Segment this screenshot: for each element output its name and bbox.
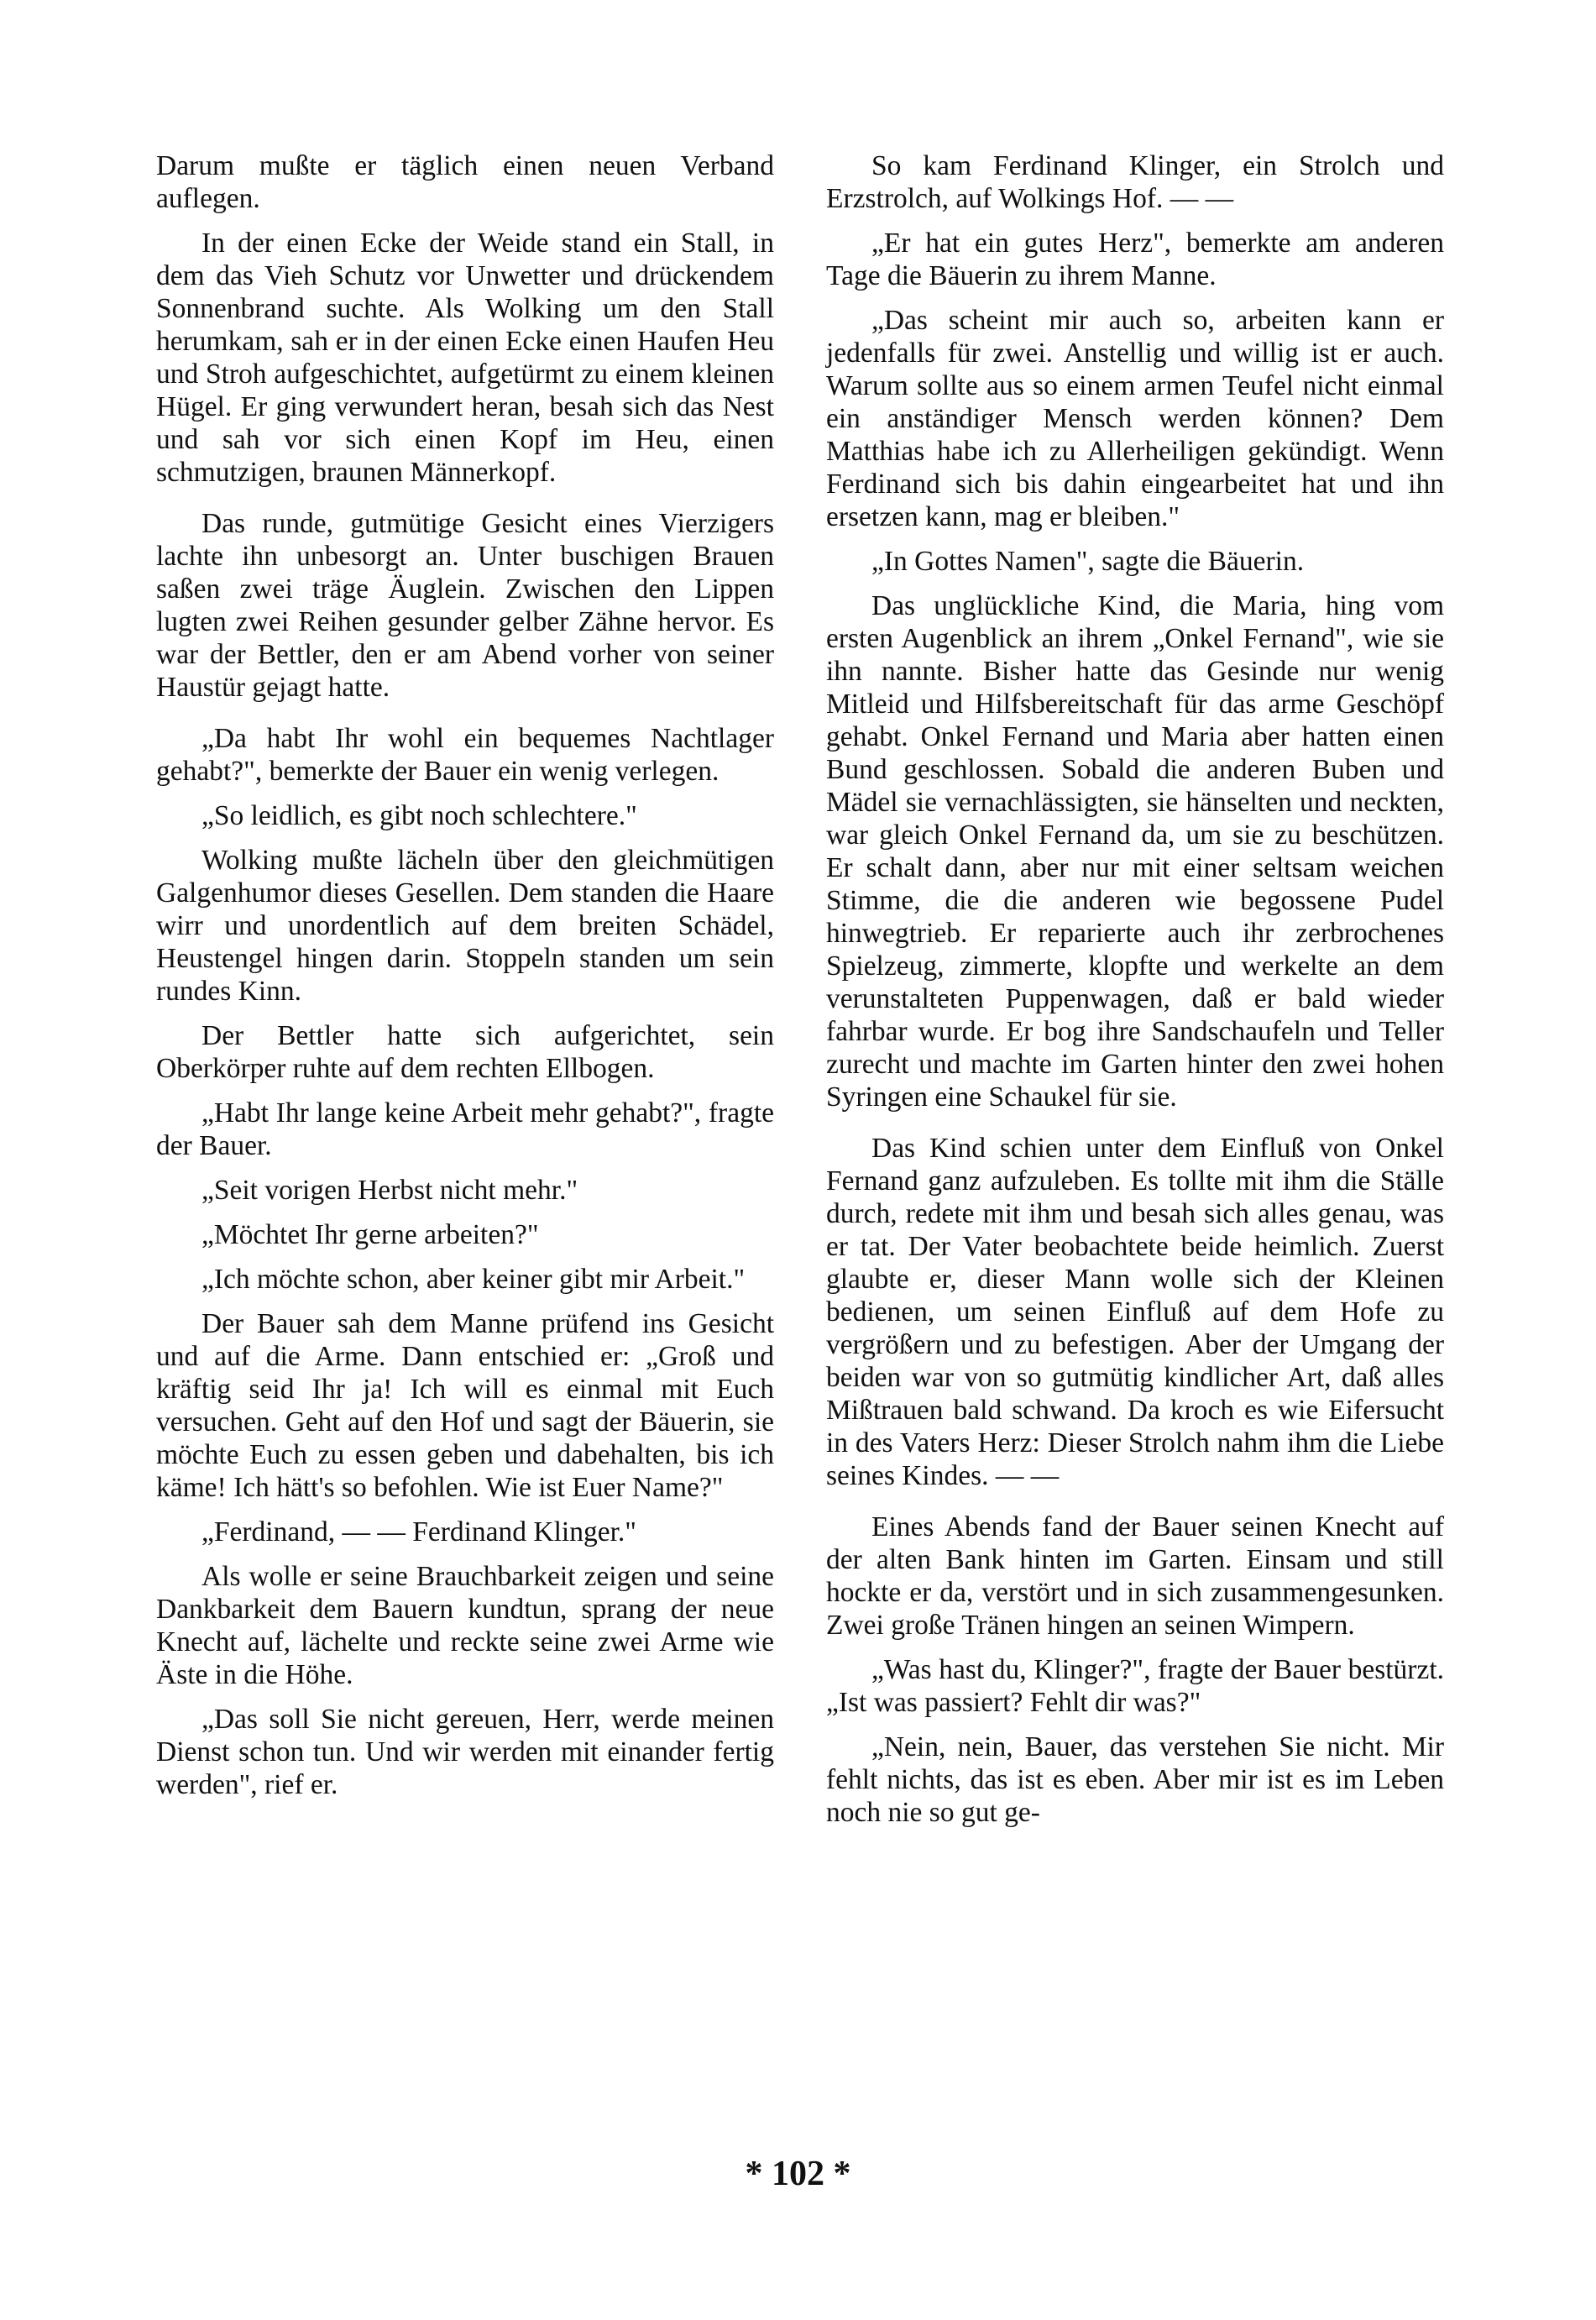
paragraph: Der Bettler hatte sich aufgerichtet, sein Oberkörper ruhte auf dem rechten Ellbogen. xyxy=(156,1020,774,1084)
paragraph: Der Bauer sah dem Manne prüfend ins Gesicht und auf die Arme. Dann entschied er: „Groß und kräftig seid Ihr ja! Ich will es einmal mit Euch versuchen. Geht auf den Hof und sagt der Bäuerin, sie möchte Euch zu essen geben und dabehalten, bis ich käme! Ich hätt's so befohlen. Wie ist Euer Name?" xyxy=(156,1308,774,1503)
paragraph: So kam Ferdinand Klinger, ein Strolch und Erzstrolch, auf Wolkings Hof. — — xyxy=(826,150,1444,214)
paragraph: In der einen Ecke der Weide stand ein Stall, in dem das Vieh Schutz vor Unwetter und drückendem Sonnenbrand suchte. Als Wolking um den Stall herumkam, sah er in der einen Ecke einen Haufen Heu und Stroh aufgeschichtet, aufgetürmt zu einem kleinen Hügel. Er ging verwundert heran, besah sich das Nest und sah vor sich einen Kopf im Heu, einen schmutzigen, braunen Männerkopf. xyxy=(156,228,774,488)
paragraph: Das unglückliche Kind, die Maria, hing vom ersten Augenblick an ihrem „Onkel Fernand", wie sie ihn nannte. Bisher hatte das Gesinde nur wenig Mitleid und Hilfsbereitschaft für das arme Geschöpf gehabt. Onkel Fernand und Maria aber hatten einen Bund geschlossen. Sobald die anderen Buben und Mädel sie vernachlässigten, sie hänselten und neckten, war gleich Onkel Fernand da, um sie zu beschützen. Er schalt dann, aber nur mit einer seltsam weichen Stimme, die die anderen wie begossene Pudel hinwegtrieb. Er reparierte auch ihr zerbrochenes Spielzeug, zimmerte, klopfte und werkelte an dem verunstalteten Puppenwagen, daß er bald wieder fahrbar wurde. Er bog ihre Sandschaufeln und Teller zurecht und machte im Garten hinter den zwei hohen Syringen eine Schaukel für sie. xyxy=(826,590,1444,1113)
paragraph: Das runde, gutmütige Gesicht eines Vierzigers lachte ihn unbesorgt an. Unter buschigen Brauen saßen zwei träge Äuglein. Zwischen den Lippen lugten zwei Reihen gesunder gelber Zähne hervor. Es war der Bettler, den er am Abend vorher von seiner Haustür gejagt hatte. xyxy=(156,508,774,703)
paragraph: Darum mußte er täglich einen neuen Verband auflegen. xyxy=(156,150,774,214)
paragraph: „Seit vorigen Herbst nicht mehr." xyxy=(201,1175,578,1206)
paragraph: „Was hast du, Klinger?", fragte der Bauer bestürzt. „Ist was passiert? Fehlt dir was?" xyxy=(826,1654,1444,1718)
paragraph: „Er hat ein gutes Herz", bemerkte am anderen Tage die Bäuerin zu ihrem Manne. xyxy=(826,228,1444,291)
paragraph: „In Gottes Namen", sagte die Bäuerin. xyxy=(871,546,1305,577)
paragraph: Als wolle er seine Brauchbarkeit zeigen und seine Dankbarkeit dem Bauern kundtun, sprang der neue Knecht auf, lächelte und reckte seine zwei Arme wie Äste in die Höhe. xyxy=(156,1561,774,1690)
left-text-column xyxy=(156,149,774,1801)
paragraph: Eines Abends fand der Bauer seinen Knecht auf der alten Bank hinten im Garten. Einsam und still hockte er da, verstört und in sich zusammengesunken. Zwei große Tränen hingen an seinen Wimpern. xyxy=(826,1511,1444,1641)
right-text-column xyxy=(826,149,1444,1829)
paragraph: „Das scheint mir auch so, arbeiten kann er jedenfalls für zwei. Anstellig und willig ist er auch. Warum sollte aus so einem armen Teufel nicht einmal ein anständiger Mensch werden können? Dem Matthias habe ich zu Allerheiligen gekündigt. Wenn Ferdinand sich bis dahin eingearbeitet hat und ihn ersetzen kann, mag er bleiben." xyxy=(826,305,1444,532)
paragraph: „Nein, nein, Bauer, das verstehen Sie nicht. Mir fehlt nichts, das ist es eben. Aber mir ist es im Leben noch nie so gut ge- xyxy=(826,1731,1444,1828)
paragraph: Das Kind schien unter dem Einfluß von Onkel Fernand ganz aufzuleben. Es tollte mit ihm die Ställe durch, redete mit ihm und besah sich alles genau, was er tat. Der Vater beobachtete beide heimlich. Zuerst glaubte er, dieser Mann wolle sich der Kleinen bedienen, um seinen Einfluß auf dem Hofe zu vergrößern und zu befestigen. Aber der Umgang der beiden war von so gutmütig kindlicher Art, daß alles Mißtrauen bald schwand. Da kroch es wie Eifersucht in des Vaters Herz: Dieser Strolch nahm ihm die Liebe seines Kindes. — — xyxy=(826,1133,1444,1491)
paragraph: „Möchtet Ihr gerne arbeiten?" xyxy=(201,1219,539,1250)
paragraph: „Habt Ihr lange keine Arbeit mehr gehabt?", fragte der Bauer. xyxy=(156,1097,774,1161)
paragraph: Wolking mußte lächeln über den gleichmütigen Galgenhumor dieses Gesellen. Dem standen die Haare wirr und unordentlich auf dem breiten Schädel, Heustengel hingen darin. Stoppeln standen um sein rundes Kinn. xyxy=(156,845,774,1007)
page-number: * 102 * xyxy=(745,2155,851,2193)
paragraph: „Ferdinand, — — Ferdinand Klinger." xyxy=(201,1516,636,1548)
paragraph: „So leidlich, es gibt noch schlechtere." xyxy=(201,800,637,831)
paragraph: „Da habt Ihr wohl ein bequemes Nachtlager gehabt?", bemerkte der Bauer ein wenig verlegen. xyxy=(156,723,774,787)
paragraph: „Das soll Sie nicht gereuen, Herr, werde meinen Dienst schon tun. Und wir werden mit einander fertig werden", rief er. xyxy=(156,1704,774,1800)
paragraph: „Ich möchte schon, aber keiner gibt mir Arbeit." xyxy=(201,1264,746,1295)
